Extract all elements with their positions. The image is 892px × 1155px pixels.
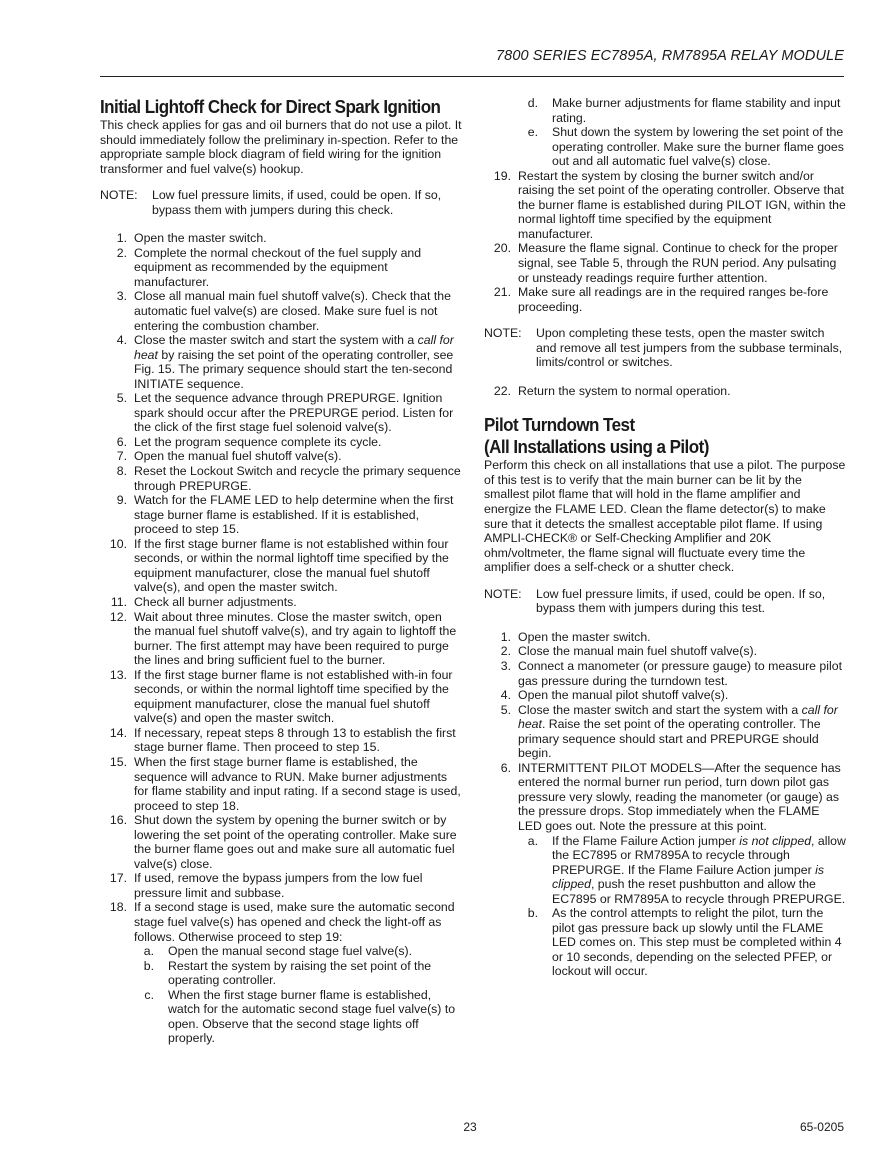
list-item: 17. If used, remove the bypass jumpers from the low fuel pressure limit and subbase. <box>109 871 423 900</box>
list-item: 21. Make sure all readings are in the required ranges be-fore proceeding. <box>493 285 829 314</box>
list-item: 18. If a second stage is used, make sure the automatic second stage fuel valve(s) has opened and check the light-off as follows. Otherwise proceed to step 19: a. Open the manual second stage fuel valve(s). b. Restart the system by raising the set point of the operating controller. c. When the first stage burner flame is established, watch for the automatic second stage fuel valve(s) to open. Observe that the second stage lights off properly. <box>100 900 462 1045</box>
sub-list-item: d. Make burner adjustments for flame stability and input rating. <box>527 96 841 125</box>
pilot-step-list <box>484 630 846 979</box>
list-item: 3. Connect a manometer (or pressure gauge) to measure pilot gas pressure during the turndown test. <box>500 658 842 688</box>
step-list-continued <box>484 169 846 314</box>
list-item: 10. If the first stage burner flame is not established within four seconds, or within the normal lightoff time specified by the equipment manufacturer, close the manual fuel shutoff valve(s), and open the master switch. <box>109 536 449 595</box>
left-column <box>100 96 462 1046</box>
intro-paragraph: Perform this check on all installations that use a pilot. The purpose of this test is to verify that the main burner can be lit by the smallest pilot flame that will hold in the flame amplifier and energize the FLAME LED. Clean the flame detector(s) to make sure that it detects the smallest acceptable pilot flame. If using AMPLI-CHECK® or Self-Checking Amplifier and 20K ohm/voltmeter, the flame signal will fluctuate every time the amplifier does a self-check or a shutter check. <box>484 458 846 575</box>
sub-list <box>518 834 846 979</box>
list-item: 13. If the first stage burner flame is not established with-in four seconds, or within the normal lightoff time specified by the equipment manufacturer, close the manual fuel shutoff valve(s) and open the master switch. <box>109 667 453 726</box>
note: NOTE: Low fuel pressure limits, if used, could be open. If so, bypass them with jumpers during this test. <box>484 586 826 616</box>
right-column <box>484 96 846 979</box>
list-item: 6. INTERMITTENT PILOT MODELS—After the sequence has entered the normal burner run period, turn down pilot gas pressure very slowly, reading the manometer (or gauge) as the pressure drops. Stop immediately when the FLAME LED goes out. Note the pressure at this point. a. If the Flame Failure Action jumper is not clipped, allow the EC7895 or RM7895A to recycle through PREPURGE. If the Flame Failure Action jumper is clipped, push the reset pushbutton and allow the EC7895 or RM7895A to recycle through PREPURGE. b. As the control attempts to relight the pilot, turn the pilot gas pressure back up slowly until the FLAME LED comes on. This step must be completed within 4 or 10 seconds, depending on the selected PFEP, or lockout will occur. <box>500 760 846 979</box>
note-label: NOTE: <box>100 188 138 203</box>
note <box>100 188 462 217</box>
section-title-initial-lightoff: Initial Lightoff Check for Direct Spark Ignition <box>100 96 441 117</box>
list-item: 8. Reset the Lockout Switch and recycle the primary sequence through PREPURGE. <box>116 464 461 493</box>
document-number: 65-0205 <box>799 1120 844 1134</box>
sub-list-item: e. Shut down the system by lowering the set point of the operating controller. Make sure the burner flame goes out and all automatic fuel valve(s) close. <box>527 125 844 169</box>
list-item: 9. Watch for the FLAME LED to help determine when the first stage burner flame is established. If it is established, proceed to step 15. <box>116 493 454 537</box>
list-item: 3. Close all manual main fuel shutoff valve(s). Check that the automatic fuel valve(s) are closed. Make sure fuel is not entering the combustion chamber. <box>116 289 451 333</box>
list-item: 14. If necessary, repeat steps 8 through 13 to establish the first stage burner flame. Then proceed to step 15. <box>109 725 456 755</box>
list-item: 12. Wait about three minutes. Close the master switch, open the manual fuel shutoff valve(s), and try again to lightoff the burner. The first attempt may have been required to purge the lines and bring sufficient fuel to the burner. <box>109 609 457 668</box>
header-title: 7800 SERIES EC7895A, RM7895A RELAY MODULE <box>496 48 844 64</box>
sub-list-item: b. Restart the system by raising the set point of the operating controller. <box>143 958 432 988</box>
list-item: 5. Close the master switch and start the system with a call for heat. Raise the set point of the operating controller. The primary sequence should start and PREPURGE should begin. <box>500 702 838 761</box>
list-item: 15. When the first stage burner flame is established, the sequence will advance to RUN. Make burner adjustments for flame stability and input rating. If a second stage is used, proceed to step 18. <box>109 754 461 813</box>
sub-list-item: b. As the control attempts to relight the pilot, turn the pilot gas pressure back up slowly until the FLAME LED comes on. This step must be completed within 4 or 10 seconds, depending on the selected PFEP, or lockout will occur. <box>527 906 842 979</box>
section-title-pilot-turndown: Pilot Turndown Test <box>484 414 635 436</box>
list-item: 6. Let the program sequence complete its cycle. <box>116 434 382 449</box>
step-list <box>100 231 462 1046</box>
page-number: 23 <box>463 1120 477 1134</box>
intro-paragraph: This check applies for gas and oil burners that do not use a pilot. It should immediately follow the preliminary in-spection. Refer to the appropriate sample block diagram of field wiring for the ignition transformer and fuel valve(s) hookup. <box>100 118 462 176</box>
sub-list-item: a. Open the manual second stage fuel valve(s). <box>143 944 413 959</box>
page-header <box>100 44 844 77</box>
list-item: 5. Let the sequence advance through PREPURGE. Ignition spark should occur after the PREPURGE period. Listen for the click of the first stage fuel solenoid valve(s). <box>116 391 454 435</box>
list-item: 1. Open the master switch. <box>500 629 651 644</box>
list-item: 1. Open the master switch. <box>116 231 267 246</box>
list-item: 19. Restart the system by closing the burner switch and/or raising the set point of the operating controller. Observe that the burner flame is established during PILOT IGN, within the normal lightoff time specified by the equipment manufacturer. <box>493 168 846 241</box>
list-item: 4. Close the master switch and start the system with a call for heat by raising the set point of the operating controller, see Fig. 15. The primary sequence should start the ten-second INITIATE sequence. <box>116 333 454 391</box>
sub-list-continued <box>518 96 846 169</box>
list-item: 2. Complete the normal checkout of the fuel supply and equipment as recommended by the equipment manufacturer. <box>116 245 422 289</box>
note: NOTE: Upon completing these tests, open the master switch and remove all test jumpers from the subbase terminals, limits/control or switches. <box>484 326 843 370</box>
list-item: 2. Close the manual main fuel shutoff valve(s). <box>500 644 757 659</box>
section-subtitle-pilot-turndown: (All Installations using a Pilot) <box>484 436 709 458</box>
step-list-final <box>484 384 846 399</box>
sub-list-item: c. When the first stage burner flame is established, watch for the automatic second stage fuel valve(s) to open. Observe that the second stage lights off properly. <box>144 987 456 1046</box>
list-item: 11. Check all burner adjustments. <box>110 594 297 609</box>
list-item: 7. Open the manual fuel shutoff valve(s). <box>116 449 342 464</box>
note-text: Low fuel pressure limits, if used, could be open. If so, bypass them with jumpers during this check. <box>152 188 442 217</box>
sub-list <box>134 944 462 1046</box>
list-item: 4. Open the manual pilot shutoff valve(s). <box>500 688 729 703</box>
list-item: 16. Shut down the system by opening the burner switch or by lowering the set point of the operating controller. Make sure the burner flame goes out and make sure all automatic fuel valve(s) close. <box>109 813 457 871</box>
list-item: 20. Measure the flame signal. Continue to check for the proper signal, see Table 5, through the RUN period. Any pulsating or unsteady readings require further attention. <box>493 241 838 285</box>
list-item: 22. Return the system to normal operation. <box>493 383 731 398</box>
sub-list-item: a. If the Flame Failure Action jumper is not clipped, allow the EC7895 or RM7895A to recycle through PREPURGE. If the Flame Failure Action jumper is clipped, push the reset pushbutton and allow the EC7895 or RM7895A to recycle through PREPURGE. <box>527 833 846 906</box>
